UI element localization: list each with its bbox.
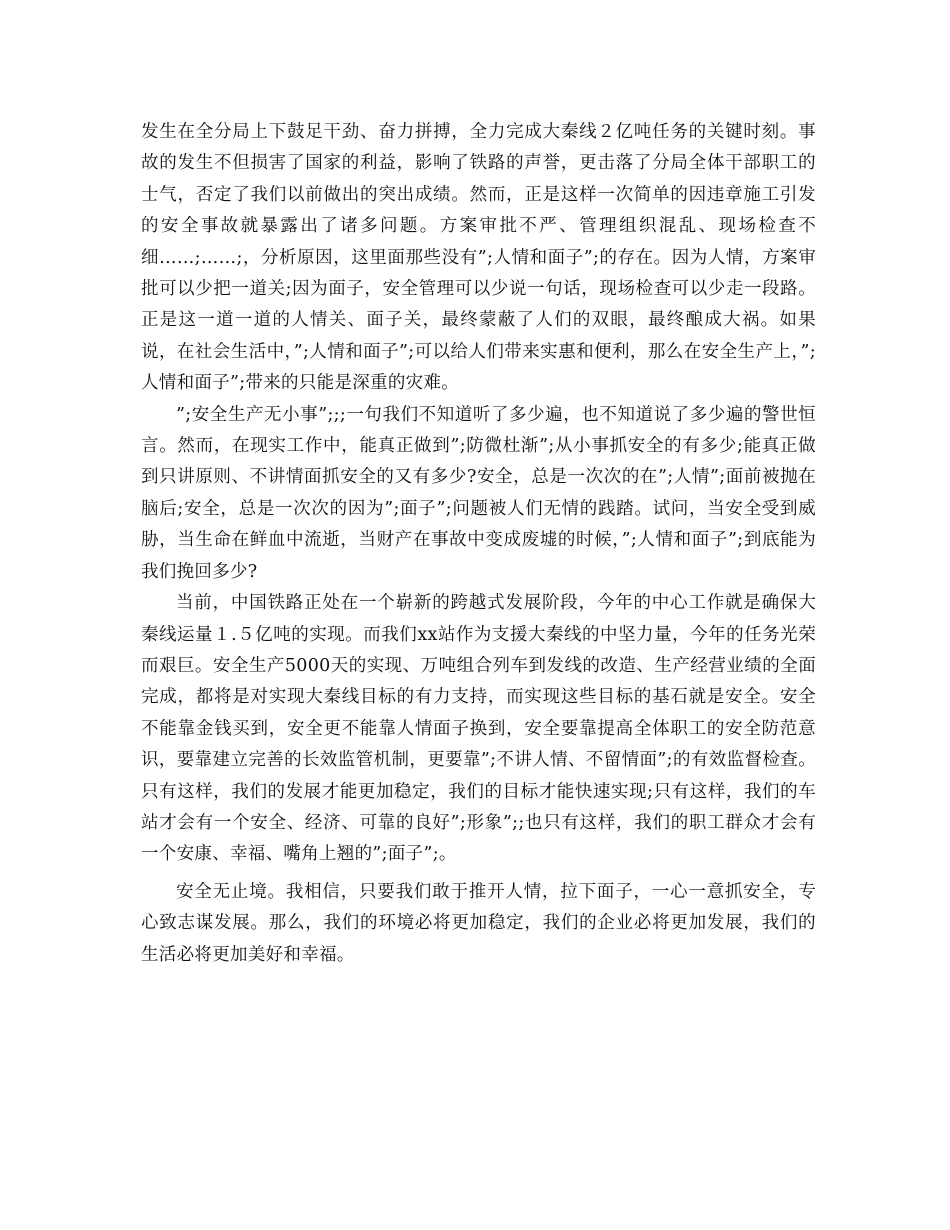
paragraph-4: 安全无止境。我相信，只要我们敢于推开人情，拉下面子，一心一意抓安全，专心致志谋发展。那么，我们的环境必将更加稳定，我们的企业必将更加发展，我们的生活必将更加美好和幸福。 [141,881,816,965]
paragraph-1: 发生在全分局上下鼓足干劲、奋力拼搏，全力完成大秦线２亿吨任务的关键时刻。事故的发生不但损害了国家的利益，影响了铁路的声誉，更击落了分局全体干部职工的士气，否定了我们以前做出的突出成绩。然而，正是这样一次简单的因违章施工引发的安全事故就暴露出了诸多问题。方案审批不严、管理组织混乱、现场检查不细……;……;，分析原因，这里面那些没有”;人情和面子”;的存在。因为人情，方案审批可以少把一道关;因为面子，安全管理可以少说一句话，现场检查可以少走一段路。正是这一道一道的人情关、面子关，最终蒙蔽了人们的双眼，最终酿成大祸。如果说，在社会生活中，”;人情和面子”;可以给人们带来实惠和便利，那么在安全生产上，”;人情和面子”;带来的只能是深重的灾难。 [141,122,816,394]
paragraph-2: ”;安全生产无小事”;;;一句我们不知道听了多少遍，也不知道说了多少遍的警世恒言。然而，在现实工作中，能真正做到”;防微杜渐”;从小事抓安全的有多少;能真正做到只讲原则、不讲情面抓安全的又有多少?安全，总是一次次的在”;人情”;面前被抛在脑后;安全，总是一次次的因为”;面子”;问题被人们无情的践踏。试问，当安全受到威胁，当生命在鲜血中流逝，当财产在事故中变成废墟的时候，”;人情和面子”;到底能为我们挽回多少? [141,404,816,582]
paragraph-3: 当前，中国铁路正处在一个崭新的跨越式发展阶段，今年的中心工作就是确保大秦线运量１.５亿吨的实现。而我们xx站作为支援大秦线的中坚力量，今年的任务光荣而艰巨。安全生产5000天的实现、万吨组合列车到发线的改造、生产经营业绩的全面完成，都将是对实现大秦线目标的有力支持，而实现这些目标的基石就是安全。安全不能靠金钱买到，安全更不能靠人情面子换到，安全要靠提高全体职工的安全防范意识，要靠建立完善的长效监管机制，更要靠”;不讲人情、不留情面”;的有效监督检查。只有这样，我们的发展才能更加稳定，我们的目标才能快速实现;只有这样，我们的车站才会有一个安全、经济、可靠的良好”;形象”;;也只有这样，我们的职工群众才会有一个安康、幸福、嘴角上翘的”;面子”;。 [141,593,816,865]
document-body [141,117,816,971]
